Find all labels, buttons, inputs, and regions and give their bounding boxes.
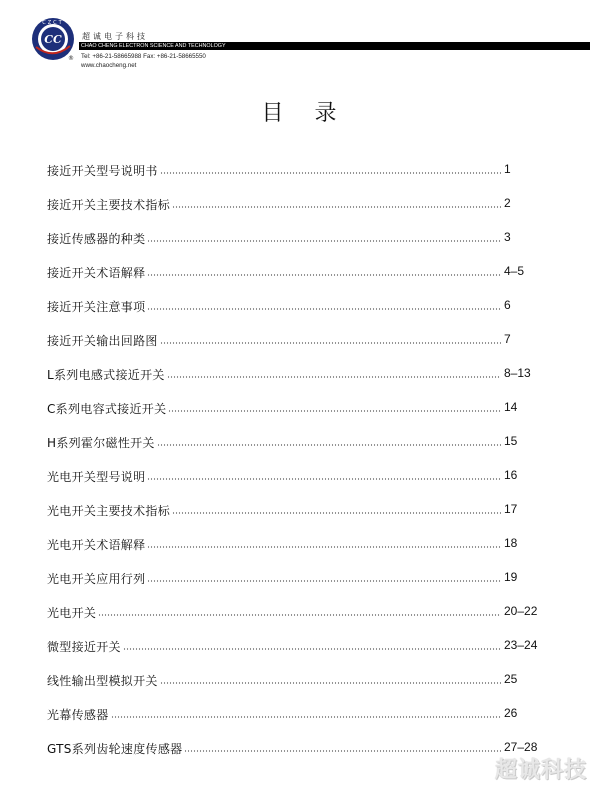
toc-leader-dots <box>147 308 501 310</box>
toc-entry[interactable] <box>47 527 547 561</box>
toc-entry-page: 8–13 <box>504 366 531 380</box>
toc-entry-page: 16 <box>504 468 518 482</box>
toc-entry-page: 3 <box>504 230 511 244</box>
toc-entry-label: 线性输出型模拟开关 <box>47 673 158 688</box>
toc-entry-label: 接近传感器的种类 <box>47 231 146 246</box>
watermark: 超诚科技 <box>495 758 588 783</box>
toc-entry-label: C系列电容式接近开关 <box>47 401 167 416</box>
toc-entry-label: 微型接近开关 <box>47 639 121 654</box>
toc-entry-page: 19 <box>504 570 518 584</box>
company-name-en: CHAO CHENG ELECTRON SCIENCE AND TECHNOLOGY <box>81 43 226 49</box>
toc-leader-dots <box>160 172 501 174</box>
toc-entry-page: 23–24 <box>504 638 538 652</box>
toc-entry-page: 20–22 <box>504 604 538 618</box>
toc-entry[interactable] <box>47 459 547 493</box>
toc-entry-page: 7 <box>504 332 511 346</box>
website: www.chaocheng.net <box>81 61 137 69</box>
toc-entry-label: 光幕传感器 <box>47 707 109 722</box>
toc-entry-page: 17 <box>504 502 518 516</box>
toc-leader-dots <box>172 206 501 208</box>
toc-leader-dots <box>147 546 501 548</box>
toc-entry-page: 26 <box>504 706 518 720</box>
toc-entry-label: 光电开关 <box>47 605 97 620</box>
toc-entry-label: 光电开关主要技术指标 <box>47 503 171 518</box>
toc-entry-label: L系列电感式接近开关 <box>47 367 165 382</box>
toc-entry-label: 光电开关术语解释 <box>47 537 146 552</box>
toc-entry[interactable] <box>47 663 547 697</box>
document-header <box>0 0 598 80</box>
toc-entry[interactable] <box>47 357 547 391</box>
toc-entry[interactable] <box>47 629 547 663</box>
company-name-en-bar <box>79 42 590 50</box>
toc-entry-label: 接近开关输出回路图 <box>47 333 158 348</box>
toc-leader-dots <box>98 614 501 616</box>
page-title: 目 录 <box>261 101 349 126</box>
toc-entry-page: 14 <box>504 400 518 414</box>
toc-entry-label: 光电开关型号说明 <box>47 469 146 484</box>
toc-leader-dots <box>160 342 501 344</box>
toc-entry-page: 25 <box>504 672 518 686</box>
toc-entry-page: 18 <box>504 536 518 550</box>
toc-entry[interactable] <box>47 255 547 289</box>
tel-fax: Tel: +86-21-58665988 Fax: +86-21-58665550 <box>81 53 206 60</box>
toc-entry[interactable] <box>47 697 547 731</box>
toc-leader-dots <box>172 512 501 514</box>
toc-entry-label: H系列霍尔磁性开关 <box>47 435 155 450</box>
toc-leader-dots <box>168 410 501 412</box>
toc-leader-dots <box>160 682 501 684</box>
toc-entry[interactable] <box>47 595 547 629</box>
contact-info <box>81 53 206 70</box>
toc-entry[interactable] <box>47 493 547 527</box>
toc-entry[interactable] <box>47 289 547 323</box>
toc-leader-dots <box>147 580 501 582</box>
toc-entry[interactable] <box>47 221 547 255</box>
toc-entry[interactable] <box>47 425 547 459</box>
toc-entry-page: 27–28 <box>504 740 538 754</box>
toc-entry-label: GTS系列齿轮速度传感器 <box>47 741 183 756</box>
toc-entry-page: 6 <box>504 298 511 312</box>
toc-entry[interactable] <box>47 731 547 765</box>
toc-entry-label: 接近开关注意事项 <box>47 299 146 314</box>
logo-letters: CZCT <box>42 20 64 26</box>
toc-leader-dots <box>147 240 501 242</box>
toc-entry-page: 15 <box>504 434 518 448</box>
toc-entry-page: 4–5 <box>504 264 525 278</box>
toc-leader-dots <box>123 648 501 650</box>
logo-mark: CC <box>44 33 62 46</box>
toc-leader-dots <box>111 716 501 718</box>
toc-entry[interactable] <box>47 323 547 357</box>
toc-leader-dots <box>157 444 501 446</box>
toc-entry-label: 接近开关术语解释 <box>47 265 146 280</box>
toc-entry-page: 2 <box>504 196 511 210</box>
toc-leader-dots <box>184 750 501 752</box>
toc-entry[interactable] <box>47 153 547 187</box>
toc-leader-dots <box>147 274 501 276</box>
toc-leader-dots <box>147 478 501 480</box>
toc-entry-page: 1 <box>504 162 511 176</box>
toc-entry[interactable] <box>47 187 547 221</box>
company-name-cn: 超诚电子科技 <box>82 32 148 41</box>
toc-entry-label: 光电开关应用行列 <box>47 571 146 586</box>
toc-entry[interactable] <box>47 561 547 595</box>
toc-entry-label: 接近开关主要技术指标 <box>47 197 171 212</box>
registered-mark: ® <box>68 55 74 62</box>
toc-leader-dots <box>167 376 501 378</box>
table-of-contents <box>47 153 547 765</box>
toc-entry-label: 接近开关型号说明书 <box>47 163 158 178</box>
toc-entry[interactable] <box>47 391 547 425</box>
